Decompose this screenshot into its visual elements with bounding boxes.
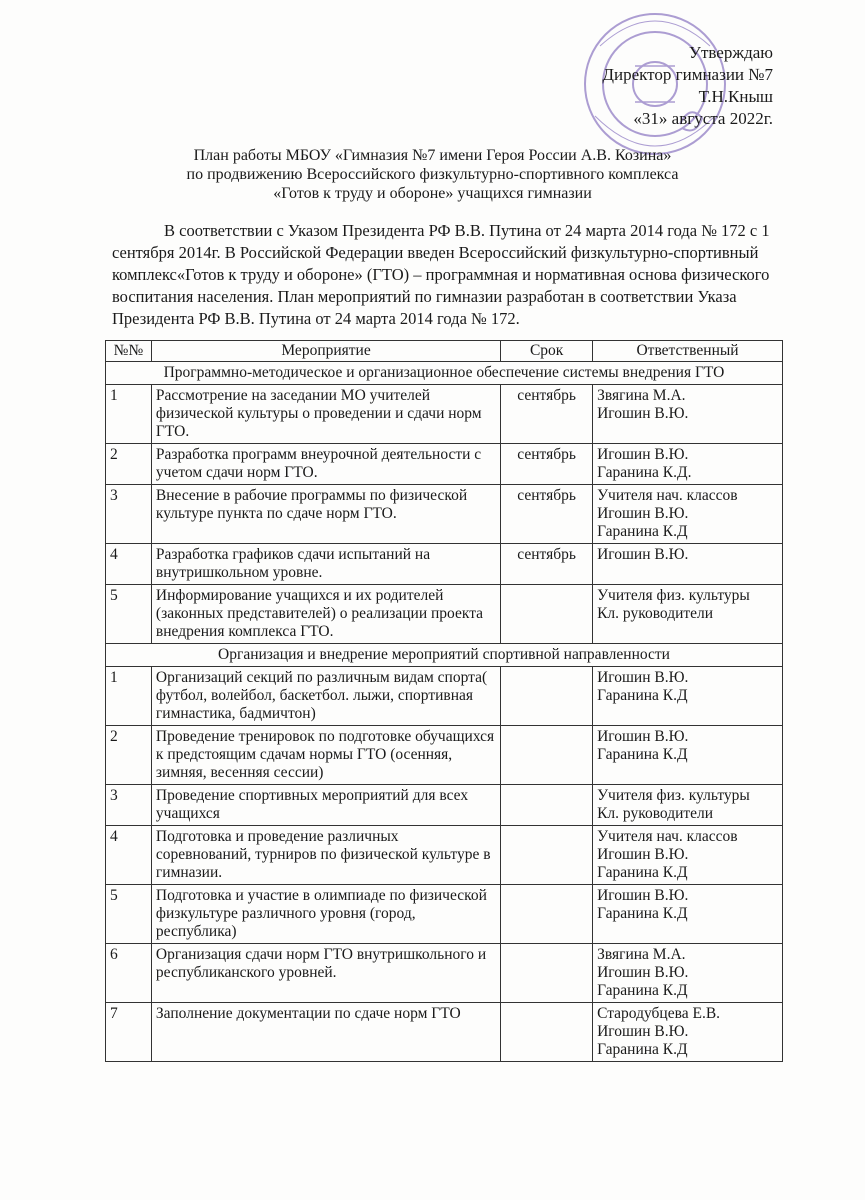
responsible-person: Игошин В.Ю. (597, 964, 689, 981)
table-row (106, 826, 783, 885)
row-event: Подготовка и проведение различных соревнований, турниров по физической культуре в гимназии. (151, 826, 500, 885)
row-term (501, 944, 593, 1003)
responsible-person: Звягина М.А. (597, 946, 686, 963)
table-row (106, 785, 783, 826)
responsible-person: Стародубцева Е.В. (597, 1005, 721, 1022)
table-header-row (106, 341, 783, 362)
section-title: Организация и внедрение мероприятий спортивной направленности (106, 644, 783, 667)
row-term: сентябрь (501, 385, 593, 444)
header-event: Мероприятие (151, 341, 500, 362)
responsible-person: Игошин В.Ю. (597, 546, 689, 563)
responsible-person: Гаранина К.Д (597, 905, 688, 922)
row-num: 6 (106, 944, 152, 1003)
row-num: 1 (106, 385, 152, 444)
row-term: сентябрь (501, 485, 593, 544)
responsible-person: Гаранина К.Д (597, 982, 688, 999)
intro-text: В соответствии с Указом Президента РФ В.В. Путина от 24 марта 2014 года № 172 с 1 сентября 2014г. В Российской Федерации введен Всероссийский физкультурно-спортивный комплекс«Готов к труду и обороне» (ГТО) – программная и нормативная основа физического воспитания населения. План мероприятий по гимназии разработан в соответствии Указа Президента РФ В.В. Путина от 24 марта 2014 года № 172. (112, 221, 770, 328)
responsible-person: Игошин В.Ю. (597, 846, 689, 863)
title-line-2: по продвижению Всероссийского физкультурно-спортивного комплекса (186, 166, 679, 183)
responsible-person: Гаранина К.Д (597, 687, 688, 704)
section-title: Программно-методическое и организационное обеспечение системы внедрения ГТО (106, 362, 783, 385)
row-term (501, 1003, 593, 1062)
row-event: Рассмотрение на заседании МО учителей физической культуры о проведении и сдачи норм ГТО. (151, 385, 500, 444)
table-row (106, 667, 783, 726)
approval-line-name: Т.Н.Кныш (698, 87, 773, 106)
responsible-person: Учителя нач. классов (597, 828, 738, 845)
row-num: 4 (106, 826, 152, 885)
row-num: 2 (106, 444, 152, 485)
row-responsible (593, 785, 783, 826)
row-responsible (593, 485, 783, 544)
row-term (501, 726, 593, 785)
table-row (106, 385, 783, 444)
row-term: сентябрь (501, 444, 593, 485)
responsible-person: Гаранина К.Д (597, 1041, 688, 1058)
responsible-person: Игошин В.Ю. (597, 446, 689, 463)
table-row (106, 726, 783, 785)
row-responsible (593, 1003, 783, 1062)
header-responsible: Ответственный (593, 341, 783, 362)
title-line-3: «Готов к труду и обороне» учащихся гимназии (273, 185, 592, 202)
responsible-person: Учителя нач. классов (597, 487, 738, 504)
approval-line-position: Директор гимназии №7 (602, 65, 773, 84)
row-num: 5 (106, 885, 152, 944)
section-row (106, 644, 783, 667)
responsible-person: Игошин В.Ю. (597, 669, 689, 686)
row-event: Организация сдачи норм ГТО внутришкольного и республиканского уровней. (151, 944, 500, 1003)
row-event: Заполнение документации по сдаче норм ГТО (151, 1003, 500, 1062)
row-responsible (593, 826, 783, 885)
header-num: №№ (106, 341, 152, 362)
row-responsible (593, 444, 783, 485)
responsible-person: Гаранина К.Д. (597, 464, 692, 481)
row-event: Внесение в рабочие программы по физической культуре пункта по сдаче норм ГТО. (151, 485, 500, 544)
approval-line-approve: Утверждаю (688, 43, 773, 62)
approval-line-date: «31» августа 2022г. (633, 109, 773, 128)
responsible-person: Игошин В.Ю. (597, 1023, 689, 1040)
table-row (106, 444, 783, 485)
row-num: 4 (106, 544, 152, 585)
row-event: Информирование учащихся и их родителей (законных представителей) о реализации проекта внедрения комплекса ГТО. (151, 585, 500, 644)
row-term (501, 785, 593, 826)
responsible-person: Кл. руководители (597, 605, 714, 622)
row-event: Подготовка и участие в олимпиаде по физической физкультуре различного уровня (город, республика) (151, 885, 500, 944)
table-row (106, 544, 783, 585)
responsible-person: Гаранина К.Д (597, 746, 688, 763)
responsible-person: Гаранина К.Д (597, 523, 688, 540)
title-line-1: План работы МБОУ «Гимназия №7 имени Героя России А.В. Козина» (193, 147, 672, 164)
row-num: 5 (106, 585, 152, 644)
row-event: Разработка программ внеурочной деятельности с учетом сдачи норм ГТО. (151, 444, 500, 485)
table-row (106, 1003, 783, 1062)
row-num: 3 (106, 485, 152, 544)
row-term (501, 585, 593, 644)
row-responsible (593, 544, 783, 585)
row-term (501, 826, 593, 885)
intro-paragraph (112, 220, 780, 330)
table-body (106, 362, 783, 1062)
row-num: 1 (106, 667, 152, 726)
table-row (106, 944, 783, 1003)
row-num: 3 (106, 785, 152, 826)
table-row (106, 585, 783, 644)
row-responsible (593, 667, 783, 726)
row-num: 7 (106, 1003, 152, 1062)
table-row (106, 485, 783, 544)
row-responsible (593, 585, 783, 644)
responsible-person: Гаранина К.Д (597, 864, 688, 881)
responsible-person: Игошин В.Ю. (597, 887, 689, 904)
row-event: Проведение спортивных мероприятий для всех учащихся (151, 785, 500, 826)
responsible-person: Звягина М.А. (597, 387, 686, 404)
table-row (106, 885, 783, 944)
responsible-person: Игошин В.Ю. (597, 728, 689, 745)
row-num: 2 (106, 726, 152, 785)
row-event: Организаций секций по различным видам спорта( футбол, волейбол, баскетбол. лыжи, спортивная гимнастика, бадмичтон) (151, 667, 500, 726)
responsible-person: Учителя физ. культуры (597, 587, 750, 604)
row-responsible (593, 385, 783, 444)
row-responsible (593, 944, 783, 1003)
row-responsible (593, 726, 783, 785)
row-event: Проведение тренировок по подготовке обучащихся к предстоящим сдачам нормы ГТО (осенняя, зимняя, весенняя сессии) (151, 726, 500, 785)
row-term (501, 667, 593, 726)
row-event: Разработка графиков сдачи испытаний на внутришкольном уровне. (151, 544, 500, 585)
responsible-person: Игошин В.Ю. (597, 405, 689, 422)
header-term: Срок (501, 341, 593, 362)
row-term: сентябрь (501, 544, 593, 585)
plan-table (105, 340, 783, 1062)
responsible-person: Учителя физ. культуры (597, 787, 750, 804)
responsible-person: Кл. руководители (597, 805, 714, 822)
page-title (100, 146, 765, 203)
row-term (501, 885, 593, 944)
responsible-person: Игошин В.Ю. (597, 505, 689, 522)
row-responsible (593, 885, 783, 944)
approval-block (543, 42, 773, 130)
section-row (106, 362, 783, 385)
